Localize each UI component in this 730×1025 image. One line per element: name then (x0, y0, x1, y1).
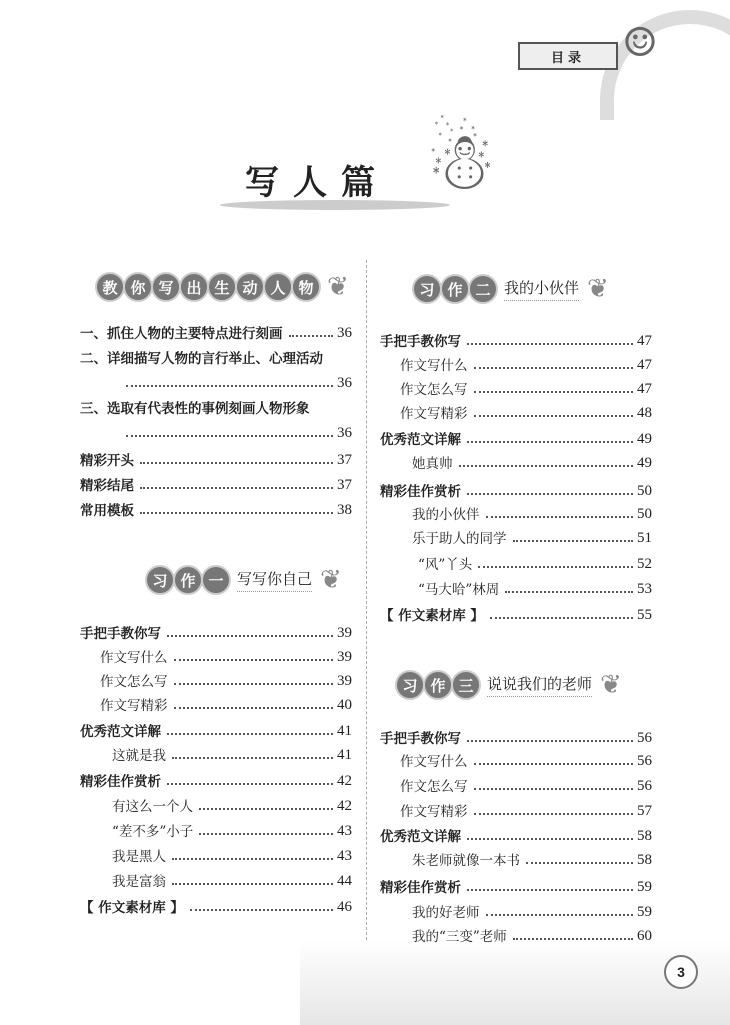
dot-leader (140, 487, 333, 489)
dot-leader (467, 838, 633, 840)
header-char-badge: 动 (235, 272, 265, 302)
toc-entry-page: 39 (337, 649, 352, 665)
leaf-icon: ❦ (320, 565, 342, 595)
toc-entry-page: 56 (637, 753, 652, 769)
toc-entry-page: 37 (337, 477, 352, 493)
dot-leader (505, 591, 633, 593)
section-header (395, 670, 622, 700)
dot-leader (513, 540, 634, 542)
toc-entry-title: 我是富翁 (112, 874, 166, 890)
header-char-badge: 人 (263, 272, 293, 302)
toc-entry[interactable] (412, 925, 652, 945)
dot-leader (167, 733, 333, 735)
dot-leader (167, 635, 333, 637)
header-char-badge: 出 (179, 272, 209, 302)
header-char-badge: 二 (468, 274, 498, 304)
dot-leader (199, 808, 333, 810)
toc-entry[interactable] (412, 503, 652, 523)
toc-entry[interactable] (100, 694, 352, 714)
toc-entry[interactable] (80, 474, 352, 494)
toc-entry[interactable] (380, 330, 652, 350)
dot-leader (490, 617, 633, 619)
toc-entry-page: 52 (637, 556, 652, 572)
toc-entry-page: 39 (337, 625, 352, 641)
toc-entry[interactable] (80, 449, 352, 469)
section-subtitle: 我的小伙伴 (504, 277, 579, 301)
dot-leader (140, 462, 333, 464)
toc-entry-page: 47 (637, 333, 652, 349)
toc-entry-page: 58 (637, 852, 652, 868)
toc-entry-page: 60 (637, 928, 652, 944)
toc-entry-title: 【 作文素材库 】 (380, 608, 484, 624)
toc-entry-title: 优秀范文详解 (380, 829, 461, 845)
toc-entry-page: 44 (337, 873, 352, 889)
toc-entry-page: 41 (337, 723, 352, 739)
header-char-badge: 习 (395, 670, 425, 700)
toc-entry-page: 42 (337, 773, 352, 789)
dot-leader (126, 385, 333, 387)
dot-leader (167, 783, 333, 785)
toc-entry-title: 我是黑人 (112, 849, 166, 865)
dot-leader (467, 889, 633, 891)
toc-entry[interactable] (412, 452, 652, 472)
toc-entry-page: 43 (337, 848, 352, 864)
dot-leader (467, 493, 633, 495)
toc-entry[interactable] (80, 322, 352, 342)
bottom-decoration (300, 940, 730, 1025)
toc-entry[interactable] (112, 845, 352, 865)
dot-leader (526, 862, 633, 864)
toc-entry-title: 乐于助人的同学 (412, 531, 507, 547)
toc-entry-page: 39 (337, 673, 352, 689)
toc-entry[interactable] (100, 646, 352, 666)
header-char-badge: 教 (95, 272, 125, 302)
dot-leader (467, 441, 633, 443)
toc-entry-title: “差不多”小子 (112, 824, 194, 840)
toc-entry-title: 手把手教你写 (380, 334, 461, 350)
toc-entry-title: 常用模板 (80, 503, 134, 519)
dot-leader (126, 435, 333, 437)
toc-entry[interactable] (380, 727, 652, 747)
section-header (95, 272, 349, 302)
toc-entry-title: 作文写什么 (100, 650, 168, 666)
toc-entry[interactable] (112, 820, 352, 840)
toc-entry[interactable] (400, 750, 652, 770)
toc-entry[interactable] (112, 744, 352, 764)
toc-entry-page: 51 (637, 530, 652, 546)
toc-entry-page: 42 (337, 798, 352, 814)
toc-entry[interactable] (412, 901, 652, 921)
toc-entry[interactable] (380, 825, 652, 845)
toc-entry-title: “风”丫头 (418, 557, 473, 573)
section-header (412, 274, 609, 304)
girl-illustration-icon: ☺ (622, 20, 658, 66)
toc-entry-page: 36 (337, 375, 352, 391)
dot-leader (474, 391, 634, 393)
toc-entry-title: 作文写什么 (400, 358, 468, 374)
toc-entry-page: 47 (637, 357, 652, 373)
toc-entry[interactable] (80, 347, 352, 367)
dot-leader (459, 465, 634, 467)
leaf-icon: ❦ (600, 670, 622, 700)
toc-entry-title: “马大哈”林周 (418, 582, 500, 598)
toc-entry[interactable] (418, 553, 652, 573)
toc-entry[interactable] (412, 849, 652, 869)
toc-entry-page: 38 (337, 502, 352, 518)
header-char-badge: 生 (207, 272, 237, 302)
toc-entry[interactable] (400, 775, 652, 795)
toc-entry-title: 这就是我 (112, 748, 166, 764)
toc-entry[interactable] (120, 422, 352, 442)
header-char-badge: 作 (440, 274, 470, 304)
header-char-badge: 作 (173, 565, 203, 595)
toc-entry-page: 59 (637, 879, 652, 895)
dot-leader (174, 659, 334, 661)
toc-entry-title: 精彩佳作赏析 (80, 774, 161, 790)
toc-entry-title: 作文怎么写 (400, 779, 468, 795)
toc-entry[interactable] (120, 372, 352, 392)
toc-entry[interactable] (112, 795, 352, 815)
page-number: 3 (664, 955, 698, 989)
toc-entry-title: 作文写精彩 (400, 804, 468, 820)
toc-entry-page: 46 (337, 899, 352, 915)
toc-entry-title: 作文怎么写 (400, 382, 468, 398)
toc-entry[interactable] (80, 770, 352, 790)
dot-leader (474, 367, 634, 369)
header-char-badge: 你 (123, 272, 153, 302)
page-title: 写人篇 (245, 163, 389, 203)
leaf-icon: ❦ (587, 274, 609, 304)
toc-entry-page: 56 (637, 730, 652, 746)
toc-entry-page: 55 (637, 607, 652, 623)
toc-entry-title: 我的小伙伴 (412, 507, 480, 523)
toc-entry-page: 47 (637, 381, 652, 397)
toc-entry-title: 手把手教你写 (380, 731, 461, 747)
toc-entry-page: 43 (337, 823, 352, 839)
dot-leader (474, 763, 634, 765)
header-char-badge: 三 (451, 670, 481, 700)
dot-leader (474, 788, 634, 790)
column-divider (366, 260, 367, 950)
header-char-badge: 写 (151, 272, 181, 302)
toc-entry-title: 精彩开头 (80, 453, 134, 469)
dot-leader (467, 343, 633, 345)
toc-entry[interactable] (400, 402, 652, 422)
toc-entry[interactable] (400, 800, 652, 820)
toc-entry-title: 精彩佳作赏析 (380, 484, 461, 500)
toc-entry-page: 48 (637, 405, 652, 421)
toc-entry[interactable] (380, 604, 652, 624)
header-char-badge: 习 (145, 565, 175, 595)
toc-entry-page: 53 (637, 581, 652, 597)
toc-tag: 目录 (518, 42, 618, 70)
dot-leader (174, 707, 334, 709)
dot-leader (190, 909, 333, 911)
toc-entry-page: 36 (337, 425, 352, 441)
toc-entry[interactable] (380, 428, 652, 448)
toc-entry-page: 37 (337, 452, 352, 468)
toc-entry-page: 36 (337, 325, 352, 341)
toc-entry[interactable] (80, 397, 352, 417)
dot-leader (486, 516, 634, 518)
rainbow-decoration (600, 10, 730, 120)
section-subtitle: 写写你自己 (237, 568, 312, 592)
toc-entry[interactable] (80, 499, 352, 519)
toc-entry-title: 我的好老师 (412, 905, 480, 921)
toc-entry[interactable] (380, 876, 652, 896)
dot-leader (172, 883, 333, 885)
toc-entry-page: 58 (637, 828, 652, 844)
toc-entry-title: 她真帅 (412, 456, 453, 472)
toc-entry-page: 56 (637, 778, 652, 794)
toc-entry-title: 二、详细描写人物的言行举止、心理活动 (80, 351, 323, 367)
toc-entry-page: 50 (637, 483, 652, 499)
toc-entry-title: 【 作文素材库 】 (80, 900, 184, 916)
toc-entry-page: 57 (637, 803, 652, 819)
toc-entry-page: 59 (637, 904, 652, 920)
toc-entry-title: 作文写精彩 (400, 406, 468, 422)
toc-entry[interactable] (100, 670, 352, 690)
toc-entry-title: 精彩结尾 (80, 478, 134, 494)
toc-entry[interactable] (80, 896, 352, 916)
toc-entry-page: 49 (637, 455, 652, 471)
section-header (145, 565, 342, 595)
toc-entry[interactable] (412, 527, 652, 547)
toc-entry-page: 50 (637, 506, 652, 522)
toc-entry-title: 我的“三变”老师 (412, 929, 507, 945)
toc-entry-page: 41 (337, 747, 352, 763)
toc-entry-title: 精彩佳作赏析 (380, 880, 461, 896)
toc-entry-title: 三、选取有代表性的事例刻画人物形象 (80, 401, 310, 417)
toc-entry-title: 作文写什么 (400, 754, 468, 770)
toc-entry-title: 手把手教你写 (80, 626, 161, 642)
dot-leader (486, 914, 634, 916)
dot-leader (478, 566, 633, 568)
toc-entry[interactable] (80, 622, 352, 642)
toc-entry-page: 40 (337, 697, 352, 713)
dot-leader (172, 757, 333, 759)
section-subtitle: 说说我们的老师 (487, 673, 592, 697)
toc-entry-title: 一、抓住人物的主要特点进行刻画 (80, 326, 283, 342)
toc-entry[interactable] (80, 720, 352, 740)
dot-leader (174, 683, 334, 685)
toc-entry[interactable] (112, 870, 352, 890)
dot-leader (289, 335, 334, 337)
dot-leader (172, 858, 333, 860)
dot-leader (140, 512, 333, 514)
header-char-badge: 一 (201, 565, 231, 595)
toc-entry[interactable] (400, 378, 652, 398)
dot-leader (467, 740, 633, 742)
leaf-icon: ❦ (327, 272, 349, 302)
dot-leader (199, 833, 333, 835)
toc-entry[interactable] (400, 354, 652, 374)
header-char-badge: 物 (291, 272, 321, 302)
boy-illustration-icon: ☃ (425, 115, 497, 208)
toc-entry-title: 优秀范文详解 (80, 724, 161, 740)
dot-leader (513, 938, 633, 940)
dot-leader (474, 813, 634, 815)
toc-entry-title: 优秀范文详解 (380, 432, 461, 448)
toc-entry-title: 有这么一个人 (112, 799, 193, 815)
toc-entry-title: 作文怎么写 (100, 674, 168, 690)
header-char-badge: 习 (412, 274, 442, 304)
dot-leader (474, 415, 634, 417)
header-char-badge: 作 (423, 670, 453, 700)
toc-entry-title: 作文写精彩 (100, 698, 168, 714)
toc-entry-page: 49 (637, 431, 652, 447)
toc-entry-title: 朱老师就像一本书 (412, 853, 520, 869)
toc-entry[interactable] (380, 480, 652, 500)
toc-entry[interactable] (418, 578, 652, 598)
